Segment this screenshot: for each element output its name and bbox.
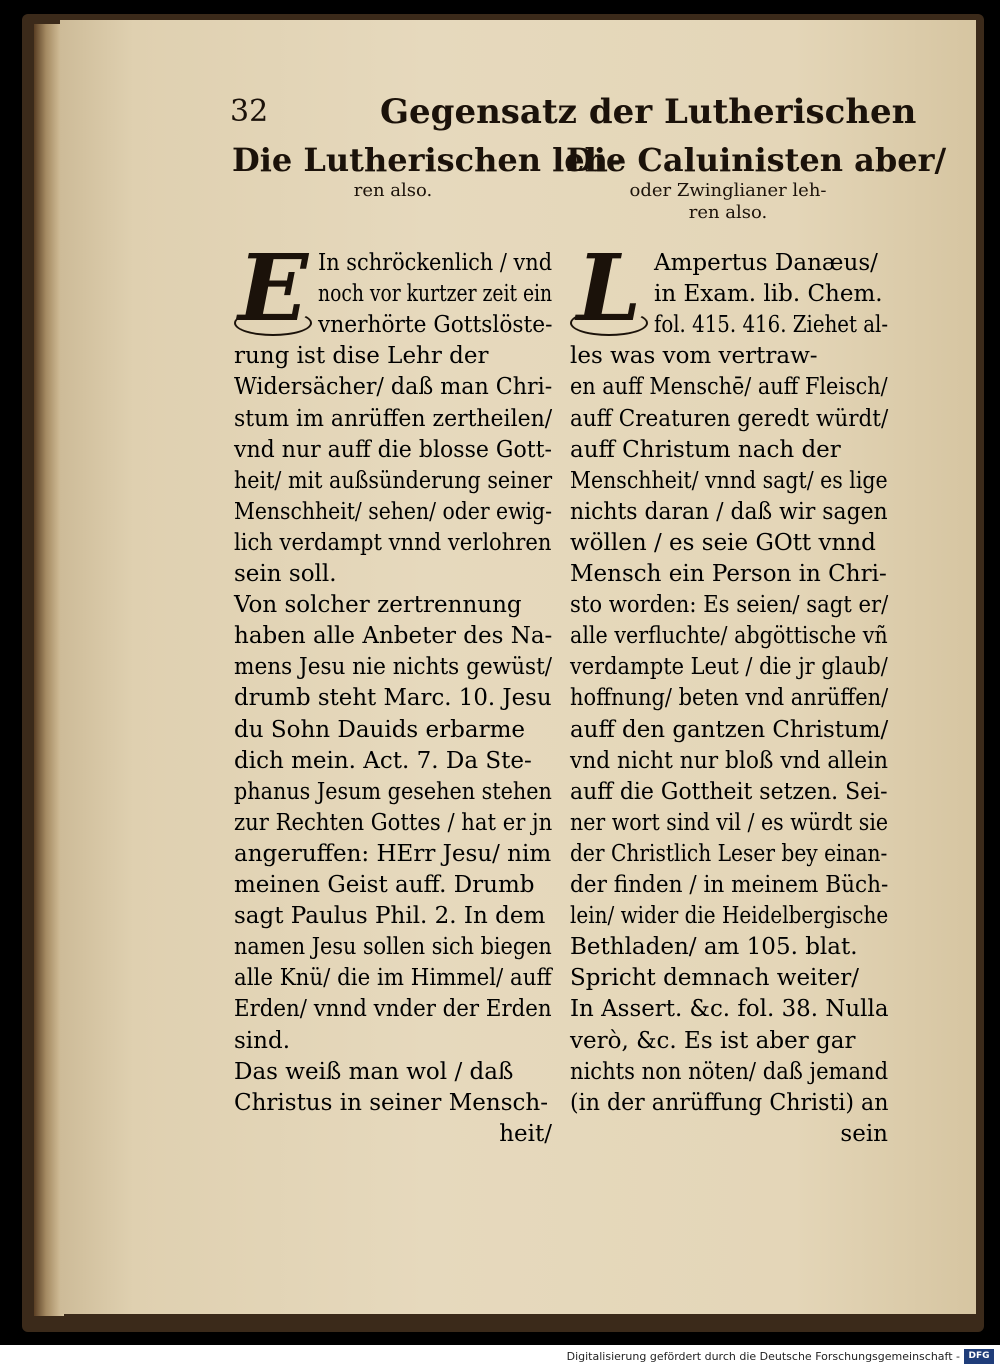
right-column-line: verò, &c. Es ist aber gar bbox=[570, 1027, 856, 1054]
left-column-line: heit/ mit außsünderung seiner bbox=[234, 467, 553, 494]
left-column-line: drumb steht Marc. 10. Jesu bbox=[234, 685, 552, 712]
right-column-line: sein bbox=[840, 1120, 888, 1147]
right-column-line: lein/ wider die Heidelbergische bbox=[570, 903, 889, 930]
right-column bbox=[566, 140, 947, 224]
left-column-line: du Sohn Dauids erbarme bbox=[234, 716, 526, 743]
right-column-line: Spricht demnach weiter/ bbox=[570, 965, 860, 992]
left-column-line: alle Knü/ die im Himmel/ auff bbox=[234, 965, 552, 992]
running-title: Gegensatz der Lutherischen bbox=[380, 92, 917, 132]
left-column-line: haben alle Anbeter des Na- bbox=[234, 623, 553, 650]
left-column-line: zur Rechten Gottes / hat er jn bbox=[234, 809, 553, 836]
footer-credit: Digitalisierung gefördert durch die Deutsche Forschungsgemeinschaft - bbox=[566, 1350, 960, 1363]
right-column-line: (in der anrüffung Christi) an bbox=[570, 1089, 889, 1116]
right-column-line: en auff Menschē/ auff Fleisch/ bbox=[570, 374, 888, 401]
left-column-line: Das weiß man wol / daß bbox=[234, 1058, 514, 1085]
left-column-line: lich verdampt vnnd verlohren bbox=[234, 529, 552, 556]
dfg-logo: DFG bbox=[964, 1349, 994, 1364]
left-column-line: In schröckenlich / vnd bbox=[318, 250, 553, 276]
right-column-line: auff Creaturen geredt würdt/ bbox=[570, 405, 889, 432]
left-column-line: namen Jesu sollen sich biegen bbox=[234, 934, 552, 961]
right-column-heading: Die Caluinisten aber/ bbox=[566, 141, 947, 179]
left-column-line: dich mein. Act. 7. Da Ste- bbox=[234, 747, 532, 774]
left-column-line: Widersächer/ daß man Chri- bbox=[234, 374, 553, 401]
right-column-line: In Assert. &c. fol. 38. Nulla bbox=[570, 996, 889, 1023]
left-column-line: phanus Jesum gesehen stehen bbox=[234, 778, 552, 805]
left-column-line: meinen Geist auff. Drumb bbox=[234, 872, 535, 898]
right-column-line: der finden / in meinem Büch- bbox=[570, 872, 889, 898]
right-dropcap: L bbox=[566, 240, 652, 336]
left-column-line: vnd nur auff die blosse Gott- bbox=[234, 436, 552, 463]
left-column-line: sein soll. bbox=[234, 561, 337, 587]
left-column-line: Christus in seiner Mensch- bbox=[234, 1089, 548, 1116]
right-column-line: Menschheit/ vnnd sagt/ es lige bbox=[570, 467, 888, 494]
page-header bbox=[230, 92, 917, 142]
right-column-line: der Christlich Leser bey einan- bbox=[570, 840, 888, 867]
page-number: 32 bbox=[230, 94, 269, 129]
left-column-line: Erden/ vnnd vnder der Erden bbox=[234, 996, 552, 1023]
right-column-line: auff Christum nach der bbox=[570, 436, 841, 463]
right-column-line: vnd nicht nur bloß vnd allein bbox=[570, 747, 888, 774]
right-column-line: alle verfluchte/ abgöttische vñ bbox=[570, 623, 888, 650]
right-column-line: auff die Gottheit setzen. Sei- bbox=[570, 778, 888, 805]
left-column-line: sind. bbox=[234, 1027, 291, 1054]
right-column-line: Mensch ein Person in Chri- bbox=[570, 561, 887, 587]
right-column-line: in Exam. lib. Chem. bbox=[654, 281, 883, 308]
left-column-line: heit/ bbox=[499, 1120, 552, 1147]
left-column-line: sagt Paulus Phil. 2. In dem bbox=[234, 903, 546, 930]
right-column-line: les was vom vertraw- bbox=[570, 343, 818, 370]
left-column-line: stum im anrüffen zertheilen/ bbox=[234, 405, 553, 432]
left-column-line: Menschheit/ sehen/ oder ewig- bbox=[234, 498, 552, 525]
right-column-subheading-1: oder Zwinglianer leh- bbox=[629, 180, 827, 201]
right-column-line: sto worden: Es seien/ sagt er/ bbox=[570, 592, 889, 619]
left-column-heading: Die Lutherischen leh- bbox=[232, 141, 622, 179]
right-column-line: wöllen / es seie GOtt vnnd bbox=[570, 529, 876, 556]
right-column-line: nichts daran / daß wir sagen bbox=[570, 498, 888, 525]
left-column-line: Von solcher zertrennung bbox=[234, 592, 522, 619]
left-column-line: mens Jesu nie nichts gewüst/ bbox=[234, 654, 553, 681]
right-column-line: verdampte Leut / die jr glaub/ bbox=[570, 654, 888, 681]
right-column-line: ner wort sind vil / es würdt sie bbox=[570, 809, 889, 836]
left-column-line: angeruffen: HErr Jesu/ nim bbox=[234, 840, 552, 867]
left-column-line: noch vor kurtzer zeit ein bbox=[318, 281, 553, 308]
footer-bar bbox=[0, 1345, 1000, 1367]
left-column-line: rung ist dise Lehr der bbox=[234, 343, 489, 370]
right-column-line: nichts non nöten/ daß jemand bbox=[570, 1058, 889, 1085]
right-column-line: hoffnung/ beten vnd anrüffen/ bbox=[570, 685, 889, 712]
left-column bbox=[232, 140, 622, 202]
right-column-subheading-2: ren also. bbox=[688, 202, 768, 223]
right-column-line: auff den gantzen Christum/ bbox=[570, 716, 889, 743]
left-column-subheading: ren also. bbox=[353, 180, 433, 201]
left-dropcap: E bbox=[230, 240, 316, 336]
left-column-line: vnerhörte Gottslöste- bbox=[318, 312, 553, 339]
right-column-line: fol. 415. 416. Ziehet al- bbox=[654, 312, 889, 339]
right-column-line: Ampertus Danæus/ bbox=[654, 250, 878, 276]
right-column-line: Bethladen/ am 105. blat. bbox=[570, 934, 858, 961]
